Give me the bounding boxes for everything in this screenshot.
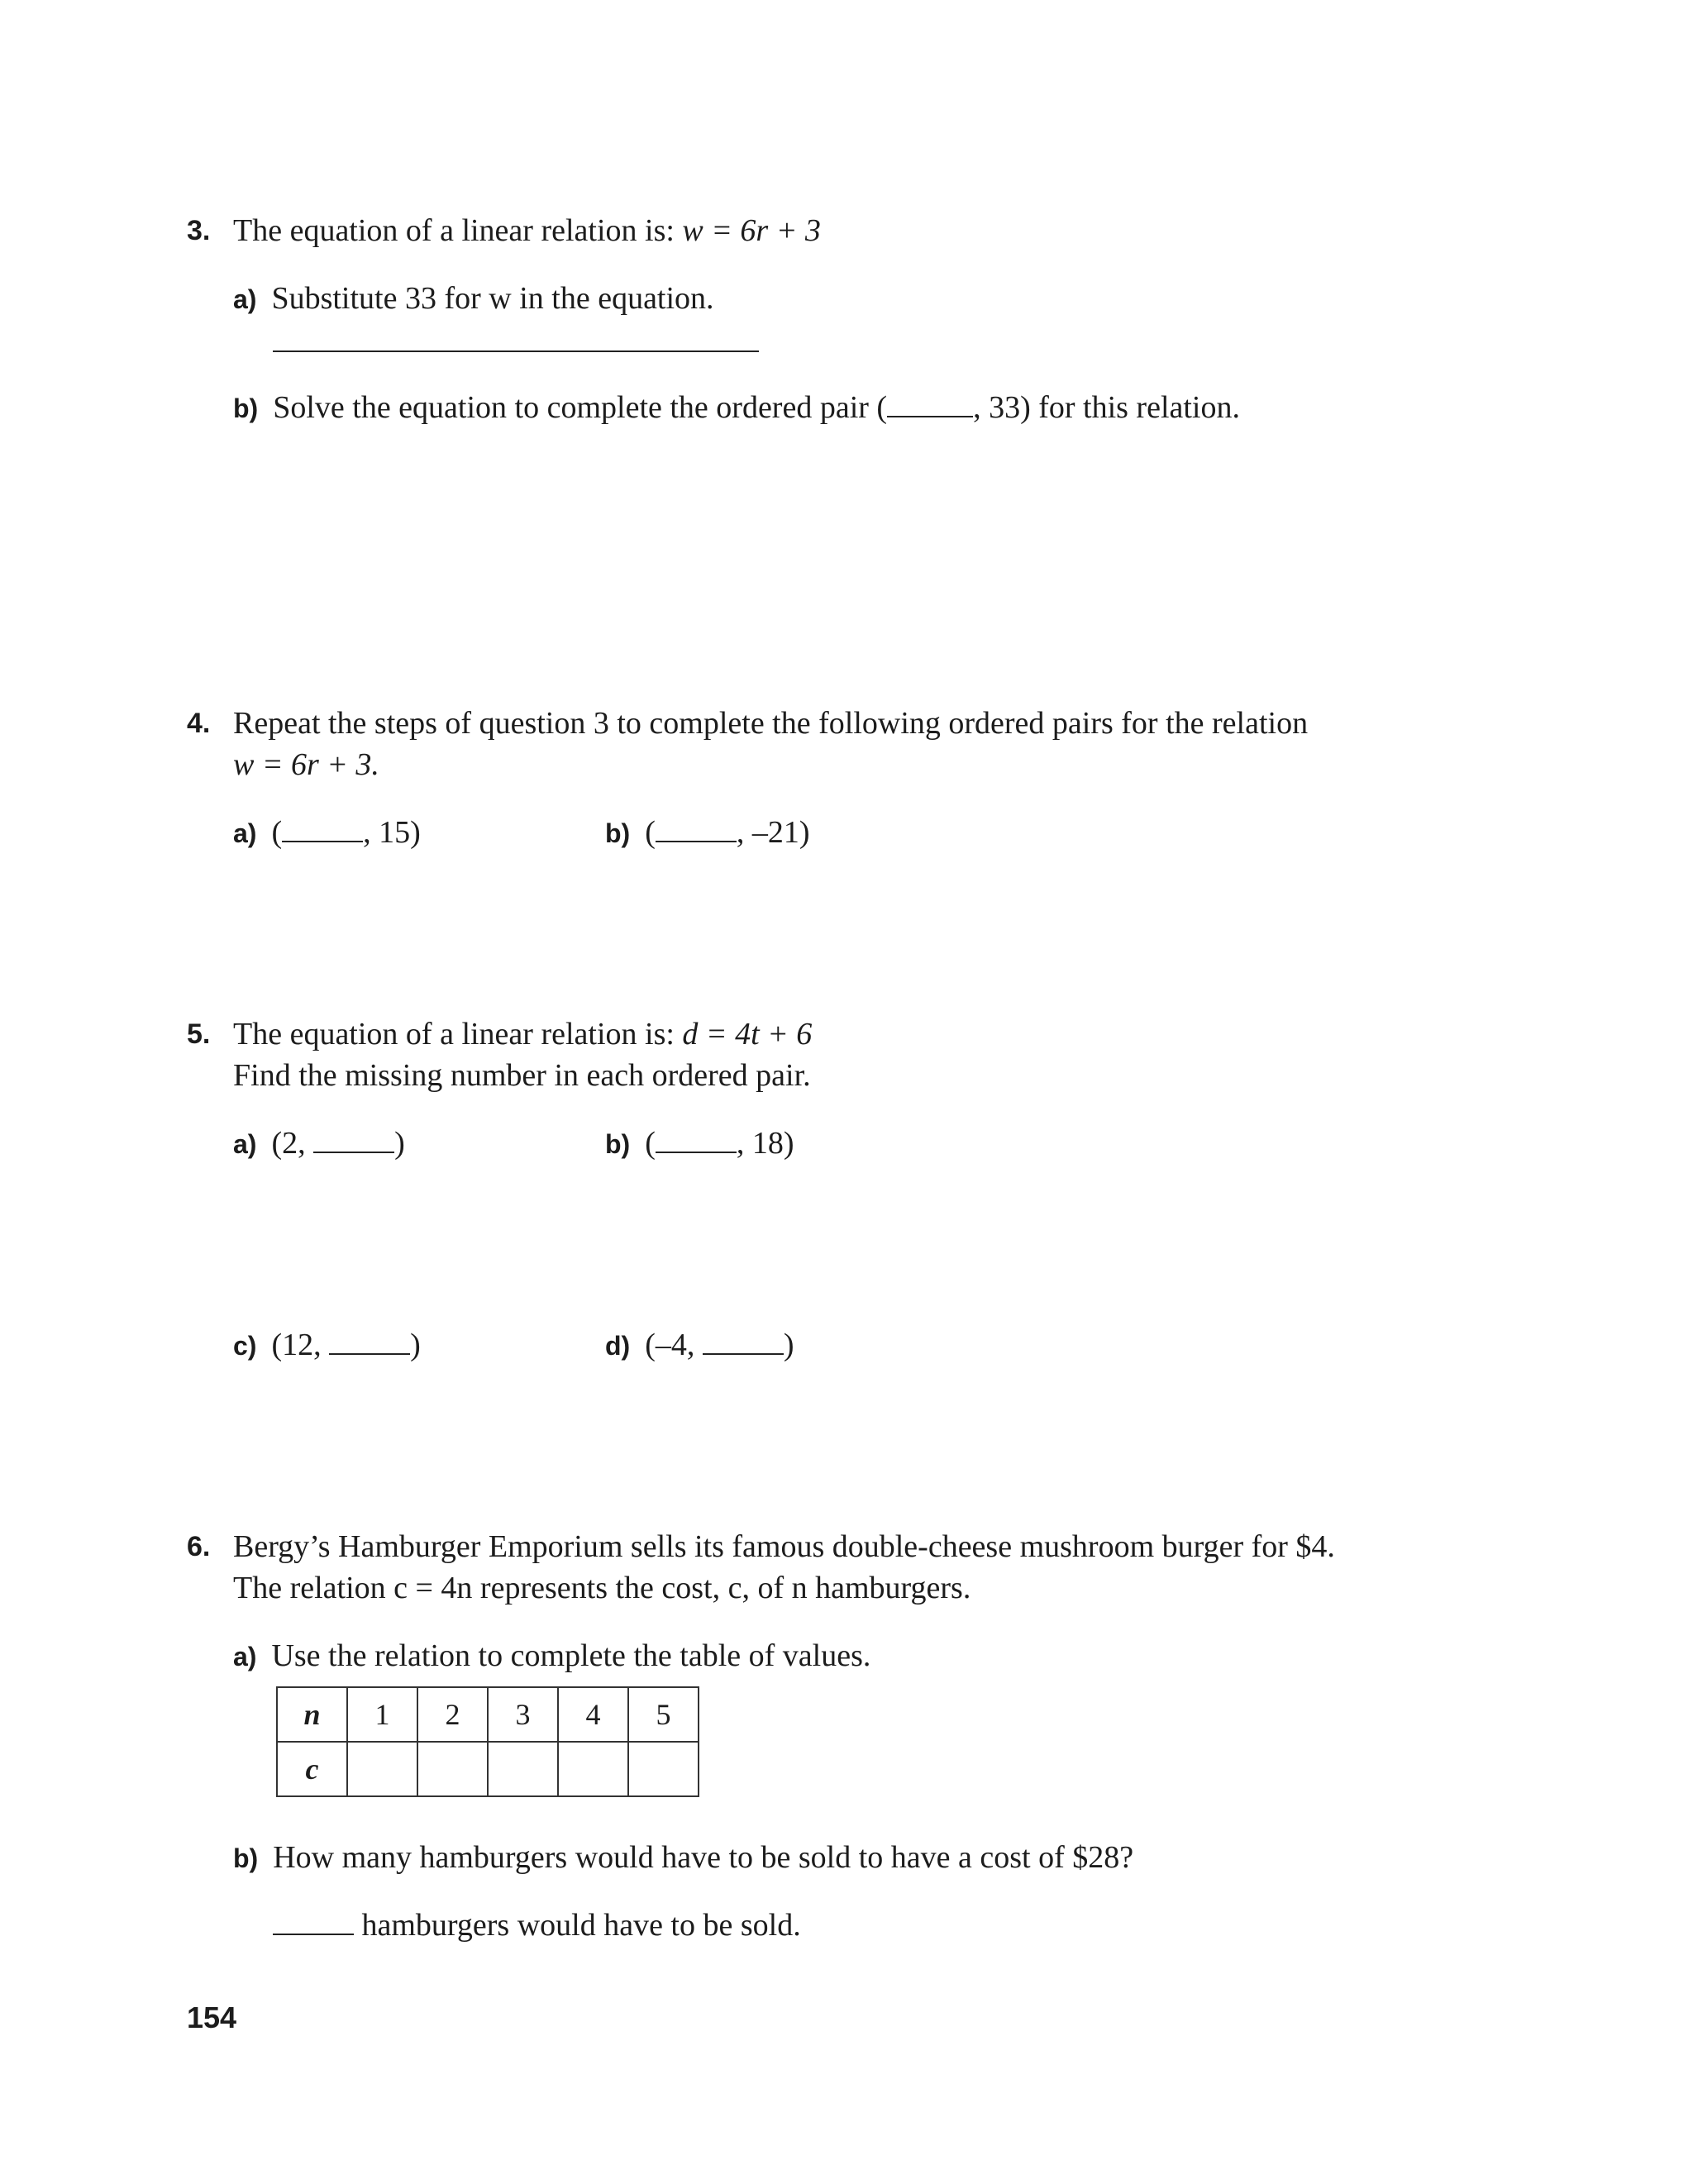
q5d-close: ): [783, 1328, 794, 1362]
q3b-label: b): [233, 393, 259, 423]
question-4a: [233, 812, 421, 854]
table-cell-n-2: 2: [417, 1687, 488, 1742]
table-row-n: [277, 1687, 699, 1742]
question-4-line1: Repeat the steps of question 3 to complete the following ordered pairs for the relation: [233, 706, 1309, 741]
q4a-close: , 15): [363, 815, 421, 850]
question-6b-answer: [273, 1905, 801, 1946]
q5d-blank[interactable]: [703, 1328, 784, 1355]
q4a-open: (: [271, 815, 283, 850]
table-cell-c-4[interactable]: [558, 1742, 628, 1796]
table-row-c: [277, 1742, 699, 1796]
table-cell-c-5[interactable]: [628, 1742, 699, 1796]
question-5a: [233, 1123, 405, 1165]
question-3-stem: [233, 210, 821, 251]
page-number: 154: [187, 2000, 237, 2034]
table-header-c: c: [277, 1742, 347, 1796]
q5c-open: (12,: [271, 1328, 330, 1362]
q5c-close: ): [410, 1328, 421, 1362]
q3b-text-before: Solve the equation to complete the ordered pair (: [273, 390, 888, 425]
q6a-text: Use the relation to complete the table of values.: [271, 1638, 871, 1673]
table-cell-c-1[interactable]: [347, 1742, 417, 1796]
q6b-label: b): [233, 1843, 259, 1873]
q4a-label: a): [233, 818, 257, 848]
q4-equation: w = 6r + 3.: [233, 747, 379, 782]
q4b-open: (: [645, 815, 656, 850]
q3a-answer-line[interactable]: [273, 350, 759, 352]
q5c-blank[interactable]: [329, 1328, 410, 1355]
q6b-blank[interactable]: [273, 1909, 354, 1935]
q4b-label: b): [605, 818, 631, 848]
q6a-label: a): [233, 1642, 257, 1671]
question-5-number: 5.: [187, 1018, 211, 1050]
q5a-label: a): [233, 1129, 257, 1159]
question-6b: [233, 1837, 1133, 1879]
q3b-text-after: , 33) for this relation.: [973, 390, 1240, 425]
q5b-label: b): [605, 1129, 631, 1159]
question-4-number: 4.: [187, 708, 211, 739]
q6b-answer-suffix: hamburgers would have to be sold.: [354, 1908, 801, 1943]
question-4-line2: [233, 744, 379, 785]
question-4b: [605, 812, 810, 854]
question-5-line2: Find the missing number in each ordered pair.: [233, 1058, 811, 1093]
table-cell-n-5: 5: [628, 1687, 699, 1742]
table-cell-n-4: 4: [558, 1687, 628, 1742]
question-5c: [233, 1324, 421, 1366]
q5b-open: (: [645, 1126, 656, 1161]
question-5b: [605, 1123, 794, 1165]
question-5d: [605, 1324, 794, 1366]
q6b-text: How many hamburgers would have to be sold to have a cost of $28?: [273, 1840, 1134, 1875]
q5a-close: ): [394, 1126, 405, 1161]
question-3a: [233, 278, 714, 320]
q4b-close: , –21): [736, 815, 810, 850]
q4b-blank[interactable]: [656, 816, 737, 842]
q5b-close: , 18): [736, 1126, 794, 1161]
q4a-blank[interactable]: [282, 816, 363, 842]
q5a-open: (2,: [271, 1126, 314, 1161]
q5b-blank[interactable]: [656, 1127, 737, 1153]
question-6-line1: Bergy’s Hamburger Emporium sells its famous double-cheese mushroom burger for $4.: [233, 1529, 1335, 1564]
question-6-line2: The relation c = 4n represents the cost, c, of n hamburgers.: [233, 1571, 971, 1605]
q3a-text: Substitute 33 for w in the equation.: [271, 281, 714, 316]
question-6-number: 6.: [187, 1531, 211, 1562]
q5-stem-prefix: The equation of a linear relation is:: [233, 1017, 683, 1051]
q3-equation: w = 6r + 3: [682, 213, 821, 248]
table-cell-n-3: 3: [488, 1687, 558, 1742]
q5d-label: d): [605, 1331, 631, 1361]
question-5-stem: [233, 1013, 812, 1055]
question-3b: [233, 387, 1240, 429]
question-6a: [233, 1635, 870, 1677]
table-cell-n-1: 1: [347, 1687, 417, 1742]
q5d-open: (–4,: [645, 1328, 703, 1362]
q3-stem-prefix: The equation of a linear relation is:: [233, 213, 683, 248]
q3a-label: a): [233, 284, 257, 314]
table-header-n: n: [277, 1687, 347, 1742]
table-of-values: [276, 1686, 699, 1797]
q5a-blank[interactable]: [313, 1127, 394, 1153]
table-cell-c-2[interactable]: [417, 1742, 488, 1796]
q5c-label: c): [233, 1331, 257, 1361]
q3b-blank[interactable]: [887, 391, 973, 417]
table-cell-c-3[interactable]: [488, 1742, 558, 1796]
question-3-number: 3.: [187, 215, 211, 246]
q5-equation: d = 4t + 6: [682, 1017, 813, 1051]
